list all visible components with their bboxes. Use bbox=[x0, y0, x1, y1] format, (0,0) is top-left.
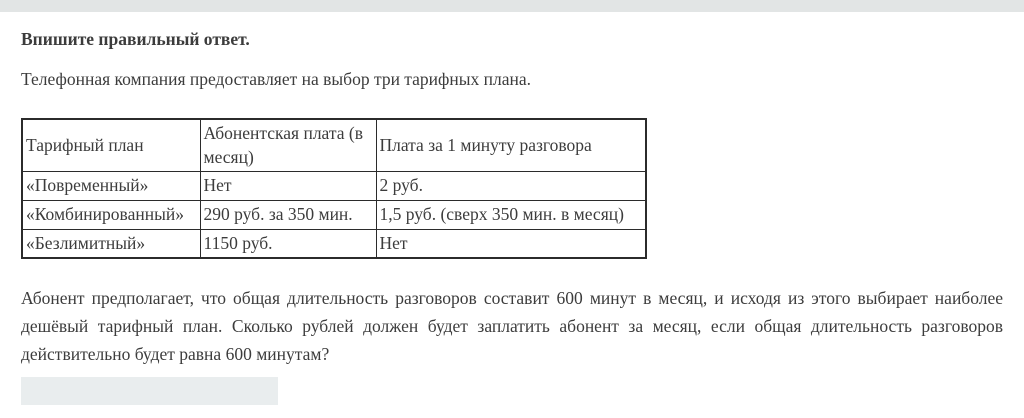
tariff-table bbox=[21, 118, 647, 259]
answer-input[interactable] bbox=[21, 377, 278, 405]
table-cell-rate: 2 руб. bbox=[376, 172, 646, 201]
question-content bbox=[0, 29, 1024, 405]
table-header-row bbox=[22, 119, 646, 172]
table-row bbox=[22, 172, 646, 201]
table-cell-plan: «Повременный» bbox=[22, 172, 200, 201]
intro-text: Телефонная компания предоставляет на выбор три тарифных плана. bbox=[21, 69, 532, 89]
task-heading: Впишите правильный ответ. bbox=[21, 29, 250, 49]
table-row bbox=[22, 200, 646, 229]
table-cell-rate: 1,5 руб. (сверх 350 мин. в месяц) bbox=[376, 200, 646, 229]
table-cell-plan: «Комбинированный» bbox=[22, 200, 200, 229]
header-cell-fee: Абонентская плата (в месяц) bbox=[200, 119, 376, 172]
table-cell-fee: 290 руб. за 350 мин. bbox=[200, 200, 376, 229]
table-row bbox=[22, 229, 646, 258]
header-cell-plan: Тарифный план bbox=[22, 119, 200, 172]
table-cell-fee: Нет bbox=[200, 172, 376, 201]
header-cell-rate: Плата за 1 минуту разговора bbox=[376, 119, 646, 172]
top-bar bbox=[0, 0, 1024, 12]
table-cell-rate: Нет bbox=[376, 229, 646, 258]
table-cell-fee: 1150 руб. bbox=[200, 229, 376, 258]
question-text: Абонент предполагает, что общая длительность разговоров составит 600 минут в месяц, и исходя из этого выбирает наиболее дешёвый тарифный план. Сколько рублей должен будет заплатить абонент за месяц, если общая длительность разговоров действительно будет равна 600 минутам? bbox=[21, 288, 1003, 365]
table-cell-plan: «Безлимитный» bbox=[22, 229, 200, 258]
